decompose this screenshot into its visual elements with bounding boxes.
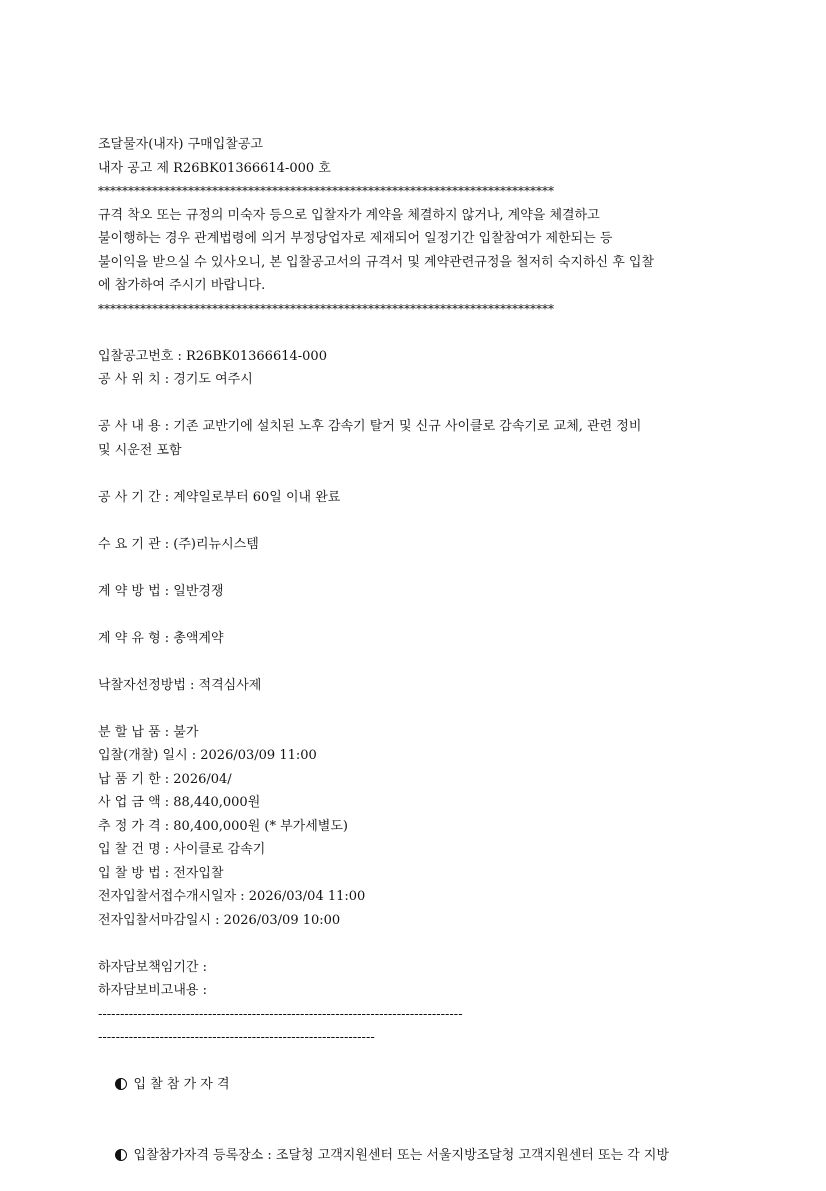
document-title: 조달물자(내자) 구매입찰공고	[98, 137, 263, 152]
warning-line-3: 불이익을 받으실 수 있사오니, 본 입찰공고서의 규격서 및 계약관련규정을 철저히 숙지하신 후 입찰	[98, 254, 655, 270]
stars-divider-top: ****************************************************************************	[98, 184, 554, 198]
spacer	[98, 509, 733, 533]
bid-notice-document	[98, 133, 733, 1191]
half-filled-circle-icon	[115, 1078, 127, 1090]
spacer	[98, 556, 733, 580]
warning-line-2: 불이행하는 경우 관계법령에 의거 부정당업자로 제재되어 일정기간 입찰참여가 제한되는 등	[98, 231, 613, 246]
qualification-registration	[98, 1120, 733, 1191]
qualification-heading-text: 입 찰 참 가 자 격	[133, 1077, 230, 1092]
spacer	[98, 392, 733, 416]
field-warranty-note: 하자담보비고내용 :	[98, 983, 207, 998]
notice-number-line: 내자 공고 제 R26BK01366614-000 호	[98, 160, 331, 176]
spacer	[98, 462, 733, 486]
field-demand-agency: 수 요 기 관 : (주)리뉴시스템	[98, 536, 259, 552]
qualification-heading	[98, 1050, 733, 1121]
warning-line-1: 규격 착오 또는 규정의 미숙자 등으로 입찰자가 계약을 체결하지 않거나, 계약을 체결하고	[98, 207, 600, 223]
spacer	[98, 650, 733, 674]
field-delivery-deadline: 납 품 기 한 : 2026/04/	[98, 771, 232, 787]
field-bid-method: 입 찰 방 법 : 전자입찰	[98, 865, 224, 881]
half-filled-circle-icon	[115, 1149, 127, 1161]
field-contract-method: 계 약 방 법 : 일반경쟁	[98, 583, 224, 599]
warning-line-4: 에 참가하여 주시기 바랍니다.	[98, 278, 266, 293]
field-estimated-price: 추 정 가 격 : 80,400,000원 (* 부가세별도)	[98, 818, 348, 834]
spacer	[98, 697, 733, 721]
spacer	[98, 603, 733, 627]
field-e-bid-start: 전자입찰서접수개시일자 : 2026/03/04 11:00	[98, 889, 366, 904]
stars-divider-bottom: ****************************************************************************	[98, 301, 554, 316]
field-location: 공 사 위 치 : 경기도 여주시	[98, 372, 253, 387]
qualification-registration-text: 입찰참가자격 등록장소 : 조달청 고객지원센터 또는 서울지방조달청 고객지원센터 또는 각 지방	[133, 1147, 669, 1163]
dash-divider-1: -----------------------------------------------------------------------------------	[98, 1006, 463, 1022]
field-e-bid-end: 전자입찰서마감일시 : 2026/03/09 10:00	[98, 912, 341, 928]
field-award-method: 낙찰자선정방법 : 적격심사제	[98, 677, 262, 693]
field-budget: 사 업 금 액 : 88,440,000원	[98, 795, 261, 810]
field-contract-type: 계 약 유 형 : 총액계약	[98, 630, 224, 646]
spacer	[98, 932, 733, 956]
field-period: 공 사 기 간 : 계약일로부터 60일 이내 완료	[98, 489, 341, 505]
field-content-line-2: 및 시운전 포함	[98, 442, 182, 458]
field-bid-item: 입 찰 건 명 : 사이클로 감속기	[98, 842, 266, 857]
field-content-line-1: 공 사 내 용 : 기존 교반기에 설치된 노후 감속기 탈거 및 신규 사이클로 감속기로 교체, 관련 정비	[98, 419, 642, 434]
field-notice-number: 입찰공고번호 : R26BK01366614-000	[98, 348, 327, 364]
field-bid-open: 입찰(개찰) 일시 : 2026/03/09 11:00	[98, 748, 317, 763]
field-partial-delivery: 분 할 납 품 : 불가	[98, 724, 199, 740]
dash-divider-2: ---------------------------------------------------------------	[98, 1030, 375, 1045]
spacer	[98, 321, 733, 345]
field-warranty-period: 하자담보책임기간 :	[98, 959, 207, 975]
